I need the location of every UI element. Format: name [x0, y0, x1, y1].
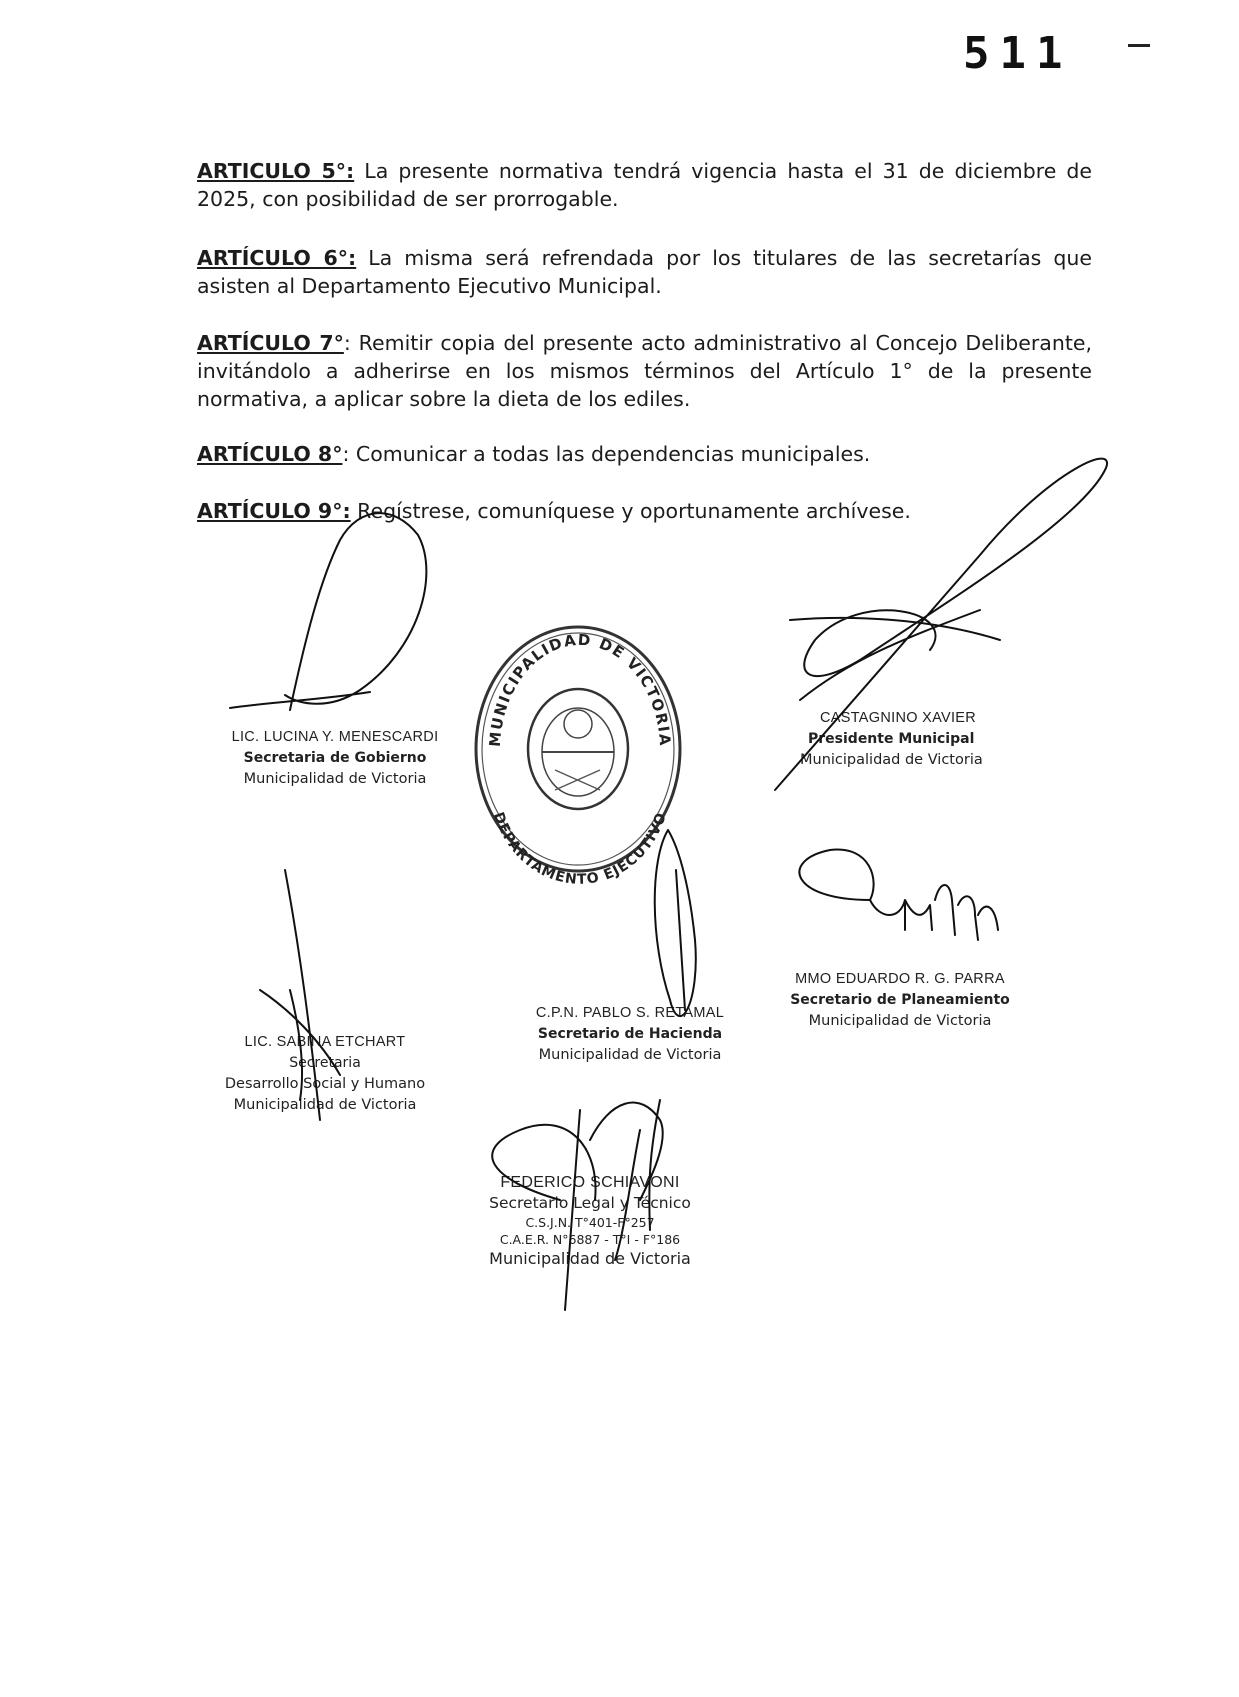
signatory-role: Presidente Municipal — [808, 731, 975, 747]
signatory-role: Secretaria — [289, 1055, 361, 1071]
signatory-role-area: Desarrollo Social y Humano — [224, 1076, 426, 1092]
article-heading: ARTICULO 5°: — [197, 159, 355, 183]
signatory-org: Municipalidad de Victoria — [800, 752, 983, 768]
article-heading: ARTÍCULO 8° — [197, 442, 343, 466]
signatory-name: LIC. LUCINA Y. MENESCARDI — [231, 729, 439, 745]
signatory-org: Municipalidad de Victoria — [808, 1013, 992, 1029]
signature-block-legal — [465, 1172, 715, 1269]
seal-coat-of-arms-icon — [528, 689, 628, 809]
signature-block-gobierno — [210, 727, 460, 790]
article-body: : Remitir copia del presente acto administrativo al Concejo Deliberante, invitándolo a adherirse en los mismos términos del Artículo 1° de la presente normativa, a aplicar sobre la dieta de los ediles. — [197, 331, 1092, 411]
signatory-org: Municipalidad de Victoria — [243, 771, 427, 787]
article-heading: ARTÍCULO 9°: — [197, 499, 351, 523]
page-dash-mark — [1128, 44, 1150, 47]
article-body: La presente normativa tendrá vigencia hasta el 31 de diciembre de 2025, con posibilidad de ser prorrogable. — [197, 159, 1092, 211]
signatory-name: FEDERICO SCHIAVONI — [500, 1174, 680, 1191]
signatory-org: Municipalidad de Victoria — [233, 1097, 417, 1113]
seal-bottom-text: DEPARTAMENTO EJECUTIVO — [490, 810, 670, 888]
signatory-registration: C.S.J.N. T°401-F°257 — [525, 1215, 655, 1230]
signatory-role: Secretario de Planeamiento — [790, 992, 1010, 1008]
page-number: 511 — [963, 28, 1073, 79]
article-heading: ARTÍCULO 7° — [197, 331, 344, 355]
signatory-name: MMO EDUARDO R. G. PARRA — [795, 971, 1005, 987]
article-6 — [197, 244, 1092, 300]
signatory-org: Municipalidad de Victoria — [538, 1047, 722, 1063]
signature-block-planeamiento — [785, 969, 1015, 1032]
article-5 — [197, 157, 1092, 213]
article-heading: ARTÍCULO 6°: — [197, 246, 357, 270]
signature-parra — [799, 850, 998, 940]
signatory-registration: C.A.E.R. N°6887 - T°I - F°186 — [499, 1232, 681, 1247]
article-body: Regístrese, comuníquese y oportunamente archívese. — [350, 499, 911, 523]
signatory-name: CASTAGNINO XAVIER — [820, 710, 977, 726]
article-body: La misma será refrendada por los titulares de las secretarías que asisten al Departamento Ejecutivo Municipal. — [197, 246, 1093, 298]
signature-retamal — [655, 830, 696, 1016]
signature-block-desarrollo — [210, 1032, 440, 1116]
signature-menescardi — [230, 513, 426, 710]
article-9 — [197, 497, 1092, 525]
signatory-name: C.P.N. PABLO S. RETAMAL — [535, 1005, 725, 1021]
signatory-role: Secretario Legal y Técnico — [489, 1194, 691, 1212]
signature-block-hacienda — [515, 1003, 745, 1066]
seal-top-text: MUNICIPALIDAD DE VICTORIA — [485, 630, 675, 748]
article-8 — [197, 440, 1092, 468]
article-body: : Comunicar a todas las dependencias municipales. — [342, 442, 871, 466]
signature-block-presidente — [790, 708, 1030, 771]
signatory-role: Secretario de Hacienda — [537, 1026, 723, 1042]
article-7 — [197, 329, 1092, 413]
signatory-org: Municipalidad de Victoria — [489, 1249, 691, 1268]
signatory-role: Secretaria de Gobierno — [243, 750, 427, 766]
signatory-name: LIC. SABINA ETCHART — [244, 1034, 406, 1050]
